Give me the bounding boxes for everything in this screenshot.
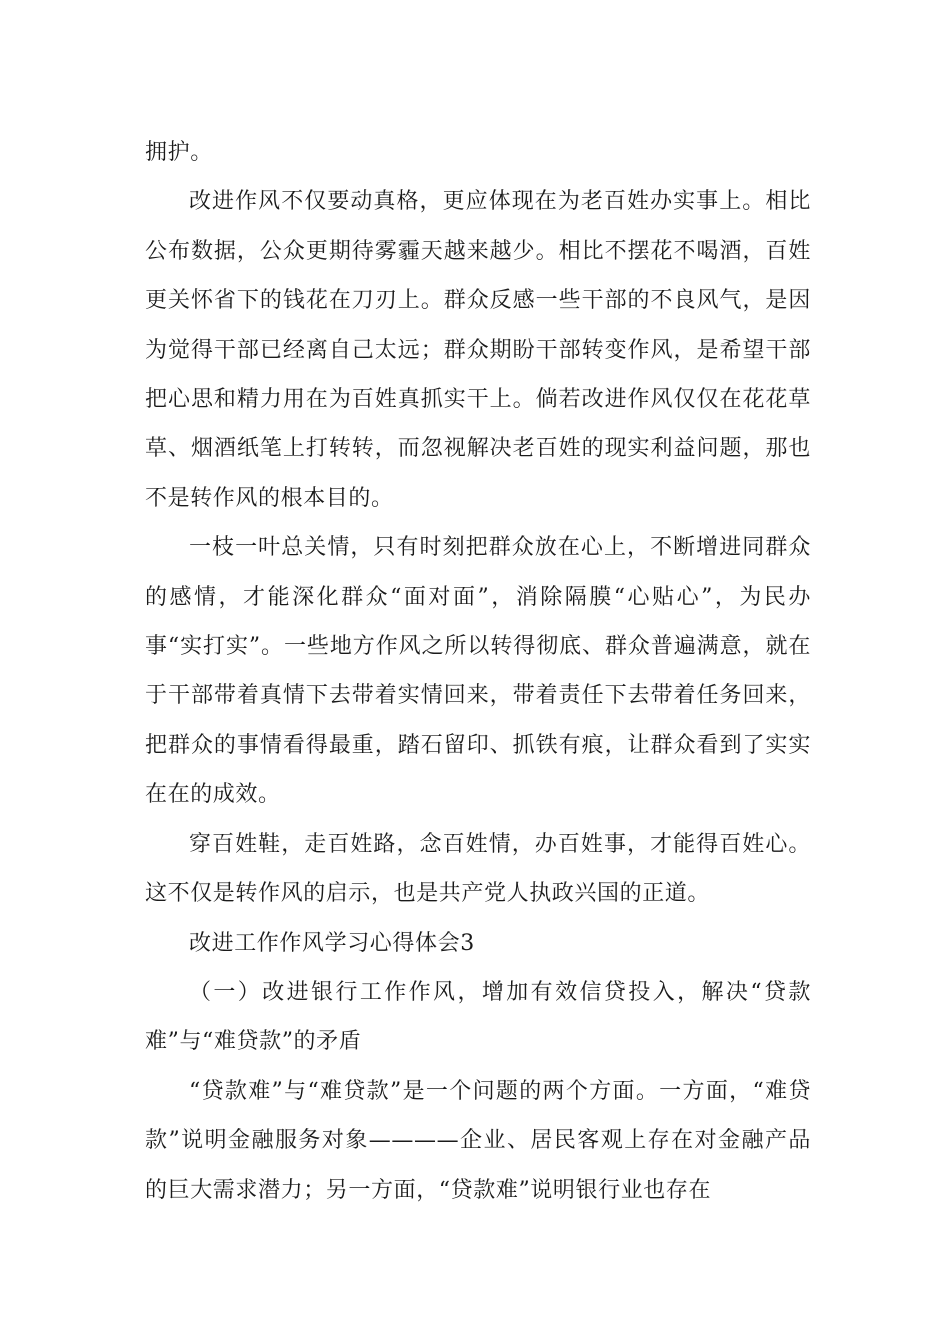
paragraph: 改进作风不仅要动真格，更应体现在为老百姓办实事上。相比公布数据，公众更期待雾霾天越来越少。相比不摆花不喝酒，百姓更关怀省下的钱花在刀刃上。群众反感一些干部的不良风气，是因为觉得干部已经离自己太远；群众期盼干部转变作风，是希望干部把心思和精力用在为百姓真抓实干上。倘若改进作风仅仅在花花草草、烟酒纸笔上打转转，而忽视解决老百姓的现实利益问题，那也不是转作风的根本目的。: [145, 189, 811, 511]
paragraph: 一枝一叶总关情，只有时刻把群众放在心上，不断增进同群众的感情，才能深化群众“面对面”，消除隔膜“心贴心”，为民办事“实打实”。一些地方作风之所以转得彻底、群众普遍满意，就在于干部带着真情下去带着实情回来，带着责任下去带着任务回来，把群众的事情看得最重，踏石留印、抓铁有痕，让群众看到了实实在在的成效。: [145, 535, 811, 808]
subsection-heading: （一）改进银行工作作风，增加有效信贷投入，解决“贷款难”与“难贷款”的矛盾: [145, 979, 811, 1055]
paragraph: “贷款难”与“难贷款”是一个问题的两个方面。一方面，“难贷款”说明金融服务对象————企业、居民客观上存在对金融产品的巨大需求潜力；另一方面，“贷款难”说明银行业也存在: [145, 1078, 811, 1203]
section-title: 改进工作作风学习心得体会3: [189, 930, 475, 956]
document-body: [145, 128, 811, 1215]
paragraph-fragment: 拥护。: [145, 140, 213, 165]
paragraph: 穿百姓鞋，走百姓路，念百姓情，办百姓事，才能得百姓心。这不仅是转作风的启示，也是共产党人执政兴国的正道。: [145, 831, 811, 907]
